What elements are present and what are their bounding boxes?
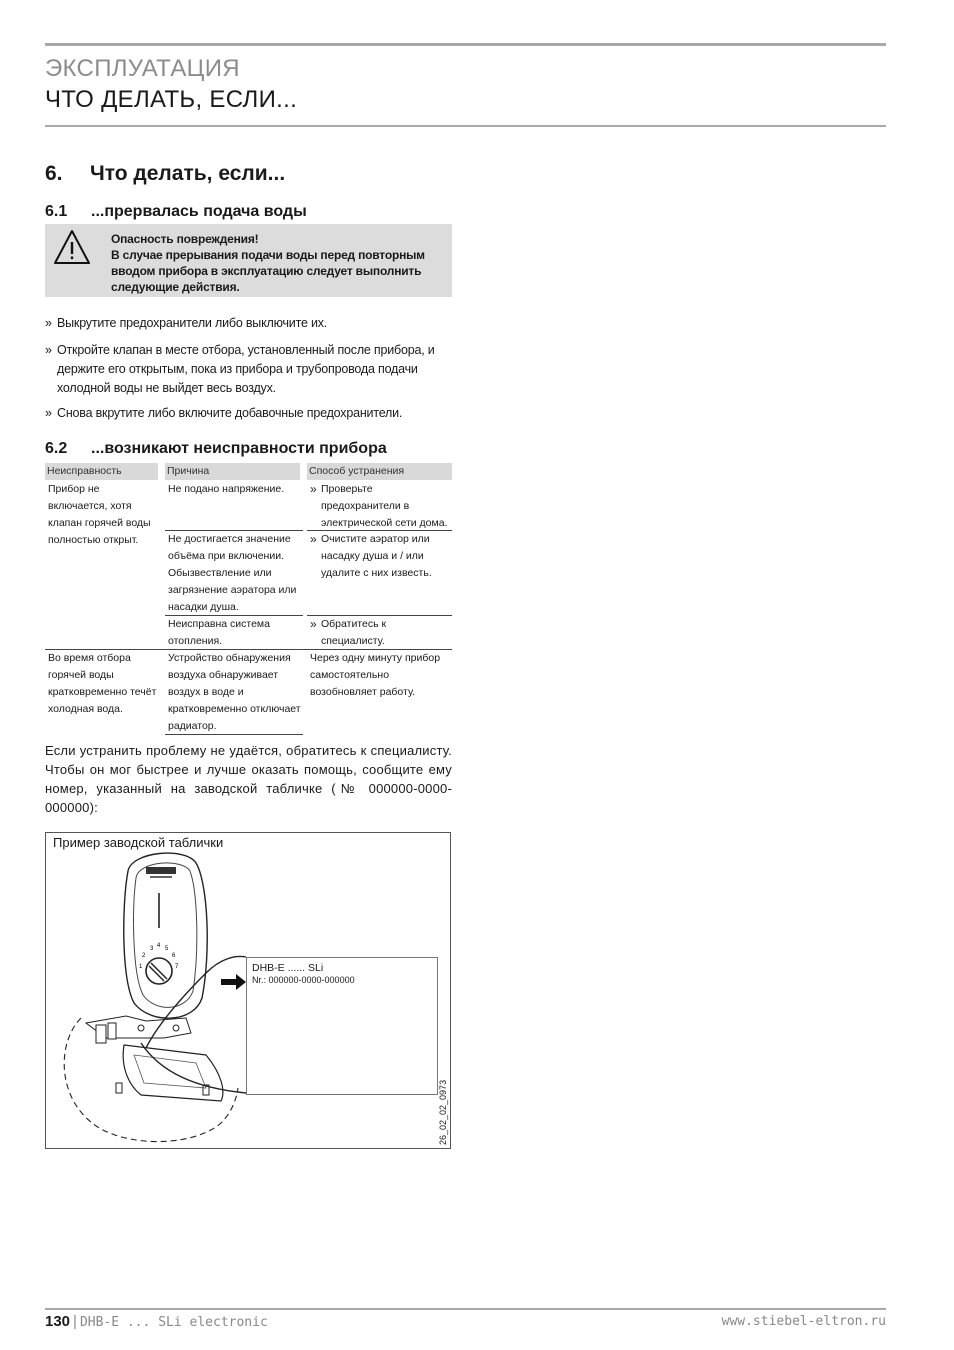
- rating-plate: [246, 957, 438, 1095]
- table-cell-cause: Не достигается значение объёма при включении. Обызвествление или загрязнение аэратора или насадки душа.: [168, 533, 297, 613]
- table-cell-remedy: [307, 481, 452, 532]
- contact-paragraph: Если устранить проблему не удаётся, обратитесь к специалисту. Чтобы он мог быстрее и лучше оказать помощь, сообщите ему номер, указанный на заводской табличке (№ 000000-0000-000000):: [45, 743, 452, 815]
- dial-scale-number: 6: [172, 953, 176, 959]
- table-cell-remedy: Через одну минуту прибор самостоятельно возобновляет работу.: [310, 652, 441, 698]
- plate-serial-number: Nr.: 000000-0000-000000: [252, 975, 355, 985]
- dial-scale-number: 4: [157, 943, 161, 949]
- section-title: ...возникают неисправности прибора: [91, 440, 387, 457]
- figure-caption: Пример заводской таблички: [53, 835, 224, 850]
- dial-scale-number: 7: [175, 964, 179, 970]
- table-cell-fault: Прибор не включается, хотя клапан горячей воды полностью открыт.: [48, 483, 151, 546]
- warning-box: [45, 224, 452, 297]
- remedy-text: Проверьте предохранители в электрической сети дома.: [321, 483, 448, 529]
- footer-left: [45, 1313, 268, 1330]
- page-number: 130: [45, 1313, 71, 1330]
- dial-scale-number: 3: [150, 946, 154, 952]
- step-text: Выкрутите предохранители либо выключите их.: [57, 316, 328, 330]
- section-6-1-heading: [45, 203, 307, 221]
- plate-model: DHB-E ...... SLi: [252, 962, 324, 974]
- table-cell-cause: Неисправна система отопления.: [168, 618, 270, 647]
- step-item: [45, 314, 455, 333]
- footer-separator: |: [73, 1313, 77, 1330]
- warning-triangle-icon: [53, 229, 91, 265]
- bullet-mark: »: [45, 406, 52, 420]
- step-item: [45, 341, 455, 398]
- remedy-mark: »: [310, 482, 317, 496]
- section-title: ...прервалась подача воды: [91, 203, 307, 220]
- table-header-cause: Причина: [165, 463, 300, 480]
- figure-code: 26_02_02_0973: [438, 1079, 448, 1145]
- table-divider: [165, 734, 303, 735]
- section-number: 6.1: [45, 203, 68, 220]
- footer-url: www.stiebel-eltron.ru: [721, 1314, 886, 1329]
- table-cell-remedy: [307, 531, 452, 582]
- header-bottom-rule: [45, 125, 886, 127]
- dial-scale-number: 2: [142, 953, 146, 959]
- section-6-2-heading: [45, 440, 387, 458]
- warning-title: Опасность повреждения!: [111, 232, 259, 246]
- table-cell-cause: Не подано напряжение.: [168, 483, 285, 495]
- table-cell-cause: Устройство обнаружения воздуха обнаруживает воздух в воде и кратковременно отключает радиатор.: [168, 652, 301, 732]
- chapter-title: Что делать, если...: [90, 162, 286, 185]
- step-text: Снова вкрутите либо включите добавочные предохранители.: [57, 406, 403, 420]
- chapter-heading: [45, 162, 285, 186]
- table-cell-fault: Во время отбора горячей воды кратковременно течёт холодная вода.: [48, 652, 157, 715]
- dial-scale-number: 1: [139, 964, 143, 970]
- warning-body: В случае прерывания подачи воды перед повторным вводом прибора в эксплуатацию следует выполнить следующие действия.: [111, 248, 425, 294]
- step-text: Откройте клапан в месте отбора, установленный после прибора, и держите его открытым, пока из прибора и трубопровода подачи холодной воды не выйдет весь воздух.: [57, 343, 435, 395]
- remedy-mark: »: [310, 532, 317, 546]
- remedy-text: Обратитесь к специалисту.: [321, 618, 387, 647]
- product-name: DHB-E ... SLi electronic: [79, 1315, 268, 1330]
- footer-rule: [45, 1308, 886, 1310]
- warning-text: [111, 231, 449, 295]
- header-page-title: ЧТО ДЕЛАТЬ, ЕСЛИ...: [45, 86, 298, 113]
- rating-plate-figure: [45, 832, 451, 1149]
- header-top-rule: [45, 43, 886, 46]
- section-number: 6.2: [45, 440, 68, 457]
- table-cell-remedy: [307, 616, 452, 650]
- bullet-mark: »: [45, 316, 52, 330]
- step-item: [45, 404, 455, 423]
- bullet-mark: »: [45, 343, 52, 357]
- table-header-remedy: Способ устранения: [307, 463, 452, 480]
- remedy-mark: »: [310, 617, 317, 631]
- table-header-fault: Неисправность: [45, 463, 158, 480]
- header-section-label: ЭКСПЛУАТАЦИЯ: [45, 55, 240, 82]
- remedy-text: Очистите аэратор или насадку душа и / или удалите с них известь.: [321, 533, 432, 579]
- dial-scale-number: 5: [165, 946, 169, 952]
- table-header-row: [45, 463, 452, 480]
- chapter-number: 6.: [45, 162, 63, 185]
